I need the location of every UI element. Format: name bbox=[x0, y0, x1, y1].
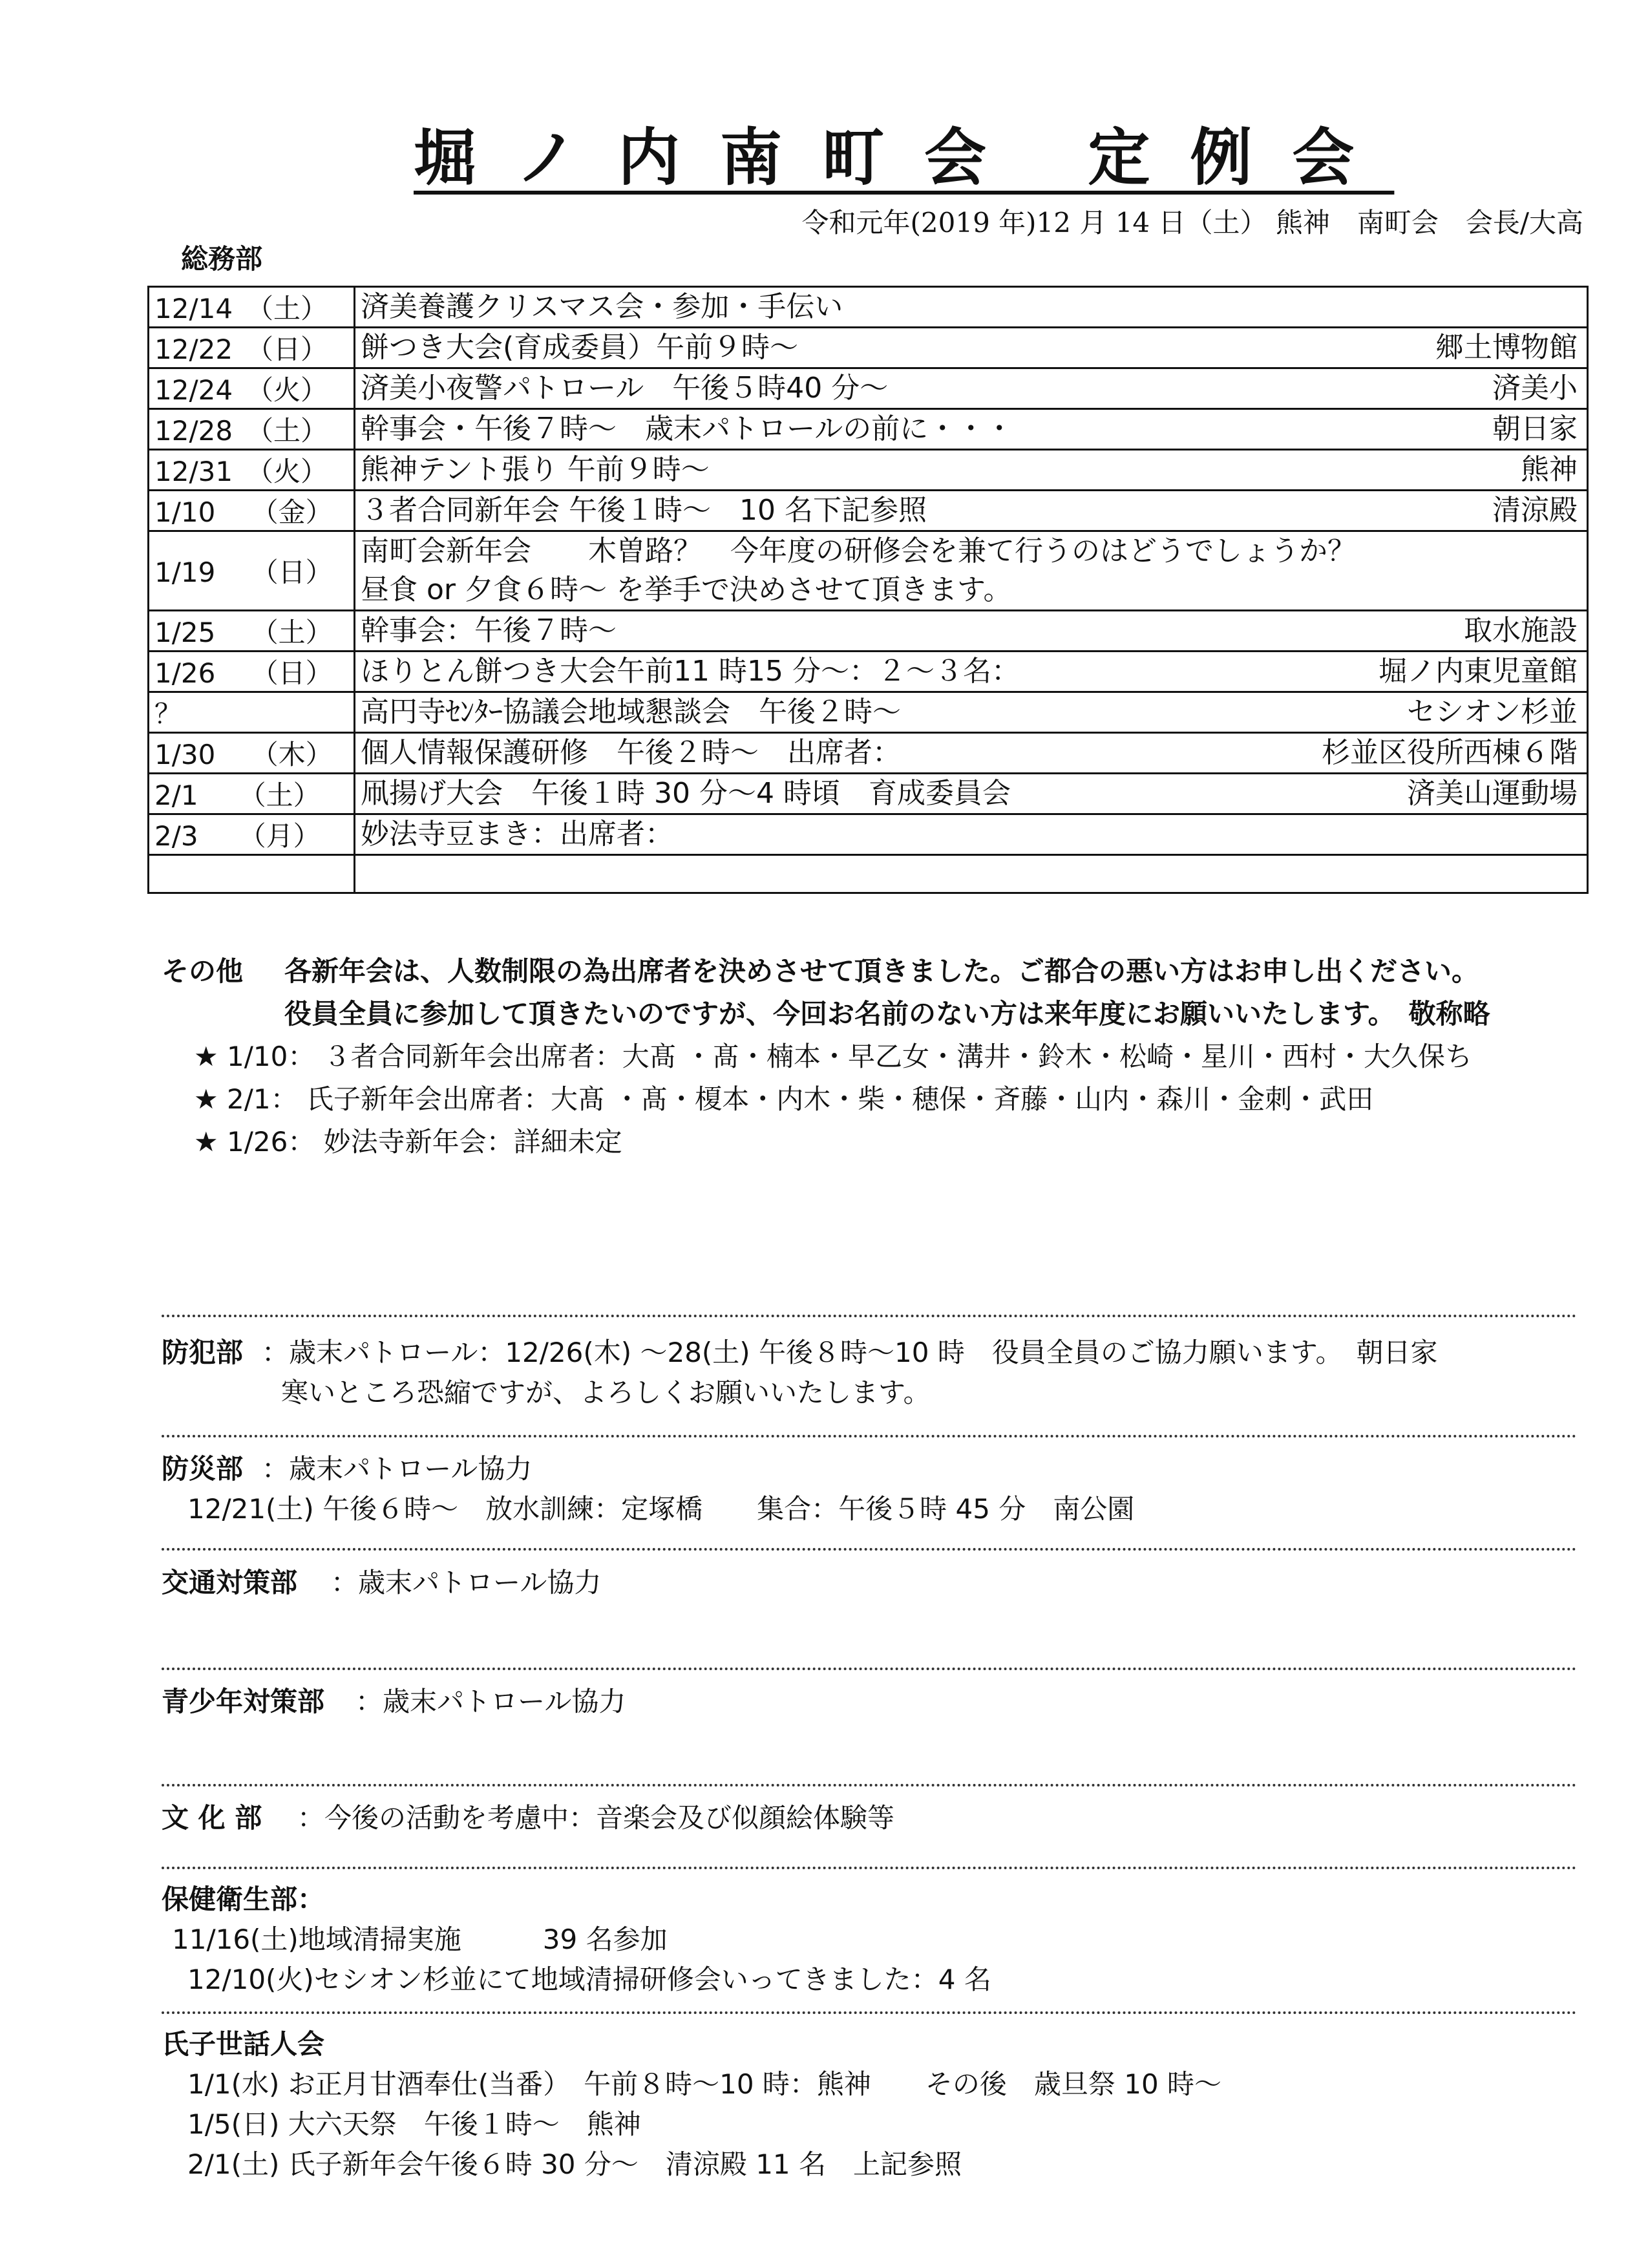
shrine-label: 氏子世話人会 bbox=[162, 2028, 325, 2060]
schedule-row bbox=[149, 531, 1588, 611]
shrine-line-1: 1/1(水) お正月甘酒奉仕(当番） 午前８時～10 時：熊神 その後 歳旦祭 10 時～ bbox=[187, 2068, 1222, 2100]
divider bbox=[162, 1315, 1577, 1317]
schedule-event: ほりとん餅つき大会午前11 時15 分～：２～３名： bbox=[361, 655, 1020, 688]
crime-prevention-line-1: ：歳末パトロール：12/26(木) ～28(土) 午後８時～10 時 役員全員のご協力願います。 朝日家 bbox=[262, 1337, 1438, 1368]
schedule-row bbox=[149, 855, 1588, 893]
schedule-place: 杉並区役所西棟６階 bbox=[1322, 736, 1578, 769]
other-note-2: 役員全員に参加して頂きたいのですが、今回お名前のない方は来年度にお願いいたします。 敬称略 bbox=[284, 998, 1490, 1030]
youth-label: 青少年対策部 bbox=[162, 1686, 325, 1717]
schedule-date: 1/25 （土） bbox=[149, 611, 355, 652]
schedule-event: 高円寺ｾﾝﾀｰ協議会地域懇談会 午後２時～ bbox=[361, 695, 901, 728]
traffic-line-1: ：歳末パトロール協力 bbox=[331, 1567, 602, 1598]
schedule-event: 済美養護クリスマス会・参加・手伝い bbox=[361, 290, 843, 323]
culture-label: 文 化 部 bbox=[162, 1802, 262, 1834]
schedule-event: 済美小夜警パトロール 午後５時40 分～ bbox=[361, 372, 889, 405]
disaster-prevention-label: 防災部 bbox=[162, 1453, 244, 1485]
schedule-date: 12/24 （火） bbox=[149, 368, 355, 409]
schedule-event: 熊神テント張り 午前９時～ bbox=[361, 453, 710, 486]
divider bbox=[162, 1867, 1577, 1869]
divider bbox=[162, 1784, 1577, 1786]
schedule-row bbox=[149, 409, 1588, 450]
other-item-2: ★ 1/26： 妙法寺新年会：詳細未定 bbox=[194, 1126, 622, 1158]
schedule-event-cell bbox=[355, 611, 1588, 652]
schedule-date: 2/1 （土） bbox=[149, 774, 355, 814]
crime-prevention-label: 防犯部 bbox=[162, 1337, 244, 1368]
schedule-event-cell bbox=[355, 814, 1588, 855]
crime-prevention-line-2: 寒いところ恐縮ですが、よろしくお願いいたします。 bbox=[281, 1377, 931, 1408]
schedule-date: 12/22 （日） bbox=[149, 328, 355, 368]
schedule-place: セシオン杉並 bbox=[1407, 695, 1578, 728]
divider bbox=[162, 1548, 1577, 1551]
schedule-event-cell bbox=[355, 368, 1588, 409]
health-line-1: 11/16(土)地域清掃実施 39 名参加 bbox=[172, 1924, 668, 1955]
schedule-row bbox=[149, 652, 1588, 692]
schedule-date: 12/14 （土） bbox=[149, 287, 355, 328]
schedule-place: 熊神 bbox=[1521, 453, 1578, 486]
schedule-place: 郷土博物館 bbox=[1435, 331, 1578, 364]
disaster-prevention-line-1: ：歳末パトロール協力 bbox=[262, 1453, 533, 1485]
schedule-row bbox=[149, 450, 1588, 491]
schedule-place: 朝日家 bbox=[1492, 412, 1578, 445]
schedule-event: 凧揚げ大会 午後１時 30 分～4 時頃 育成委員会 bbox=[361, 777, 1011, 810]
other-note-1: 各新年会は、人数制限の為出席者を決めさせて頂きました。ご都合の悪い方はお申し出ください。 bbox=[284, 955, 1479, 987]
schedule-place: 堀ノ内東児童館 bbox=[1379, 655, 1578, 688]
disaster-prevention-line-2: 12/21(土) 午後６時～ 放水訓練：定塚橋 集合：午後５時 45 分 南公園 bbox=[187, 1493, 1135, 1525]
schedule-date: 1/19 （日） bbox=[149, 531, 355, 611]
schedule-table bbox=[147, 286, 1589, 894]
schedule-date bbox=[149, 855, 355, 893]
schedule-row bbox=[149, 611, 1588, 652]
schedule-row bbox=[149, 814, 1588, 855]
schedule-event: 南町会新年会 木曽路？ 今年度の研修会を兼て行うのはどうでしょうか？ bbox=[361, 535, 1356, 567]
schedule-event: 幹事会・午後７時～ 歳末パトロールの前に・・・ bbox=[361, 412, 1014, 445]
schedule-event-cell bbox=[355, 733, 1588, 774]
schedule-row bbox=[149, 692, 1588, 733]
schedule-row bbox=[149, 733, 1588, 774]
schedule-date: 1/30 （木） bbox=[149, 733, 355, 774]
schedule-event-cell bbox=[355, 692, 1588, 733]
shrine-line-2: 1/5(日) 大六天祭 午後１時～ 熊神 bbox=[187, 2108, 641, 2140]
divider bbox=[162, 2011, 1577, 2014]
divider bbox=[162, 1668, 1577, 1670]
traffic-label: 交通対策部 bbox=[162, 1567, 298, 1598]
schedule-event-cell bbox=[355, 450, 1588, 491]
schedule-event-cell bbox=[355, 287, 1588, 328]
schedule-place: 取水施設 bbox=[1464, 614, 1578, 647]
shrine-line-3: 2/1(土) 氏子新年会午後６時 30 分～ 清涼殿 11 名 上記参照 bbox=[187, 2148, 962, 2180]
schedule-row bbox=[149, 287, 1588, 328]
other-item-1: ★ 2/1： 氏子新年会出席者：大髙 ・髙・榎本・内木・柴・穂保・斉藤・山内・森川・金刺・武田 bbox=[194, 1083, 1374, 1115]
schedule-date: 12/31 （火） bbox=[149, 450, 355, 491]
schedule-event: 妙法寺豆まき：出席者： bbox=[361, 818, 673, 851]
schedule-row bbox=[149, 774, 1588, 814]
page-title: 堀ノ内南町会 定例会 bbox=[414, 122, 1395, 194]
schedule-event-cell bbox=[355, 531, 1588, 611]
schedule-date: 1/26 （日） bbox=[149, 652, 355, 692]
schedule-event-cell bbox=[355, 855, 1588, 893]
general-affairs-heading: 総務部 bbox=[181, 243, 263, 275]
schedule-event: 幹事会：午後７時～ bbox=[361, 614, 617, 647]
schedule-date: ？ bbox=[149, 692, 355, 733]
other-label: その他 bbox=[162, 955, 244, 987]
schedule-event-cell bbox=[355, 774, 1588, 814]
schedule-place: 済美山運動場 bbox=[1407, 777, 1578, 810]
schedule-row bbox=[149, 368, 1588, 409]
health-label: 保健衛生部： bbox=[162, 1883, 325, 1915]
schedule-event-continued: 昼食 or 夕食６時～ を挙手で決めさせて頂きます。 bbox=[361, 573, 1012, 606]
youth-line-1: ：歳末パトロール協力 bbox=[355, 1686, 626, 1717]
schedule-event: 餅つき大会(育成委員）午前９時～ bbox=[361, 331, 799, 364]
schedule-date: 12/28 （土） bbox=[149, 409, 355, 450]
other-item-0: ★ 1/10： ３者合同新年会出席者：大髙 ・髙・楠本・早乙女・溝井・鈴木・松崎・星川・西村・大久保ち bbox=[194, 1041, 1473, 1072]
schedule-row bbox=[149, 491, 1588, 531]
schedule-place: 済美小 bbox=[1492, 372, 1578, 405]
health-line-2: 12/10(火)セシオン杉並にて地域清掃研修会いってきました：4 名 bbox=[187, 1964, 991, 1995]
schedule-date: 1/10 （金） bbox=[149, 491, 355, 531]
schedule-event-cell bbox=[355, 491, 1588, 531]
divider bbox=[162, 1435, 1577, 1437]
schedule-event-cell bbox=[355, 328, 1588, 368]
schedule-row bbox=[149, 328, 1588, 368]
culture-line-1: ：今後の活動を考慮中：音楽会及び似顔絵体験等 bbox=[297, 1802, 895, 1834]
schedule-event: 個人情報保護研修 午後２時～ 出席者： bbox=[361, 736, 901, 769]
schedule-event: ３者合同新年会 午後１時～ 10 名下記参照 bbox=[361, 494, 927, 527]
schedule-date: 2/3 （月） bbox=[149, 814, 355, 855]
schedule-event-cell bbox=[355, 409, 1588, 450]
schedule-place: 清涼殿 bbox=[1492, 494, 1578, 527]
schedule-event-cell bbox=[355, 652, 1588, 692]
meeting-date-line: 令和元年(2019 年)12 月 14 日（土） 熊神 南町会 会長/大高 bbox=[801, 207, 1583, 238]
